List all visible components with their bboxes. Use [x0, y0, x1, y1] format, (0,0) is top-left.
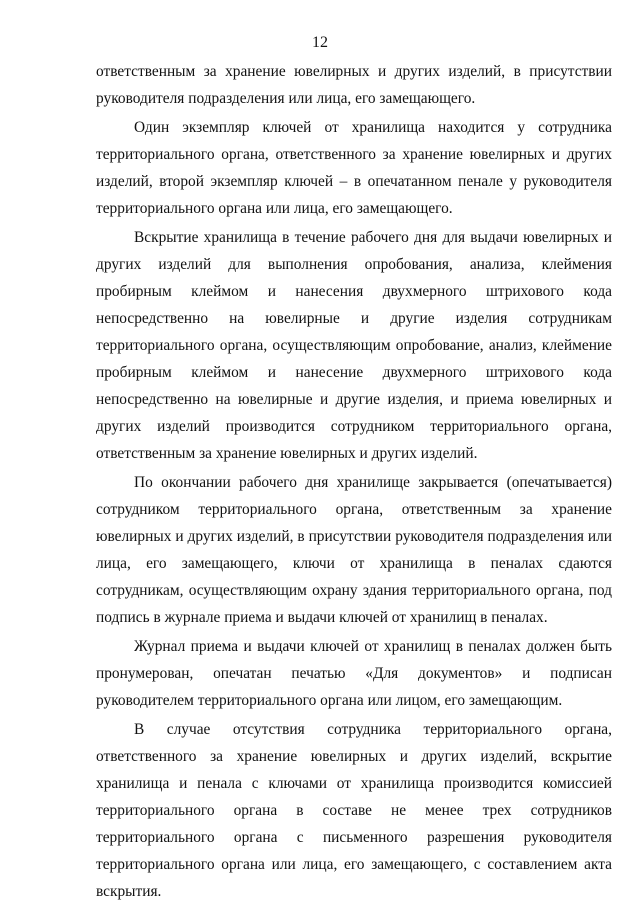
paragraph-vault-opening-daytime: Вскрытие хранилища в течение рабочего дня для выдачи ювелирных и других изделий для выполнения опробования, анализа, клеймения пробирным клеймом и нанесения двухмерного штрихового кода непосредственно на ювелирные и другие изделия сотрудникам территориального органа, осуществляющим опробование, анализ, клеймение пробирным клеймом и нанесение двухмерного штрихового кода непосредственно на ювелирные и другие изделия, и приема ювелирных и других изделий производится сотрудником территориального органа, ответственным за хранение ювелирных и других изделий.	[96, 229, 612, 462]
paragraph-commission-opening: В случае отсутствия сотрудника территориального органа, ответственного за хранение ювелирных и других изделий, вскрытие хранилища и пенала с ключами от хранилища производится комиссией территориального органа в составе не менее трех сотрудников территориального органа с письменного разрешения руководителя территориального органа или лица, его замещающего, с составлением акта вскрытия.	[96, 721, 612, 900]
paragraph-keys-storage: Один экземпляр ключей от хранилища находится у сотрудника территориального органа, ответственного за хранение ювелирных и других изделий, второй экземпляр ключей – в опечатанном пенале у руководителя территориального органа или лица, его замещающего.	[96, 119, 612, 217]
page-number: 12	[312, 34, 328, 51]
document-body	[96, 58, 612, 905]
paragraph-vault-closing: По окончании рабочего дня хранилище закрывается (опечатывается) сотрудником территориального органа, ответственным за хранение ювелирных и других изделий, в присутствии руководителя подразделения или лица, его замещающего, ключи от хранилища в пеналах сдаются сотрудникам, осуществляющим охрану здания территориального органа, под подпись в журнале приема и выдачи ключей от хранилищ в пеналах.	[96, 474, 612, 626]
paragraph-key-journal: Журнал приема и выдачи ключей от хранилищ в пеналах должен быть пронумерован, опечатан печатью «Для документов» и подписан руководителем территориального органа или лицом, его замещающим.	[96, 638, 612, 709]
paragraph-continuation: ответственным за хранение ювелирных и других изделий, в присутствии руководителя подразделения или лица, его замещающего.	[96, 63, 612, 107]
